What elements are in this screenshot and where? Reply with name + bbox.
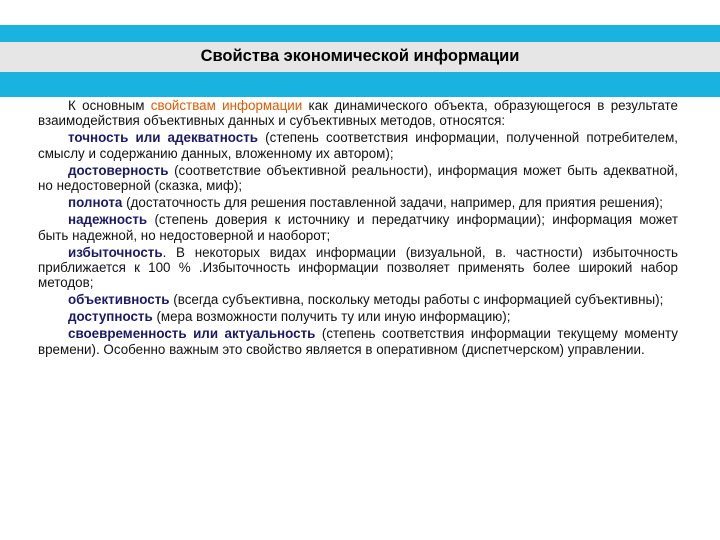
property-term: доступность	[68, 309, 153, 325]
property-term: объективность	[68, 292, 170, 308]
property-description: (соответствие объективной реальности), информация может быть адекватной, но недостоверной (сказка, миф);	[38, 162, 678, 194]
property-description: (мера возможности получить ту или иную информацию);	[152, 309, 511, 325]
property-accuracy	[38, 130, 678, 161]
intro-before: К основным	[68, 98, 151, 113]
slide-body	[38, 98, 678, 359]
property-term: точность или адекватность	[68, 130, 259, 146]
intro-after: как динамического объекта, образующегося в результате взаимодействия объективных данных и субъективных методов, относятся:	[38, 98, 678, 129]
property-description: (всегда субъективна, поскольку методы работы с информацией субъективны);	[169, 292, 664, 308]
property-description: (степень соответствия информации, полученной потребителем, смыслу и содержанию данных, вложенному их автором);	[38, 130, 678, 161]
property-completeness	[38, 195, 678, 210]
property-accessibility	[38, 309, 678, 324]
property-description: (степень доверия к источнику и передатчику информации); информация может быть надежной, но недостоверной и наоборот;	[38, 212, 678, 243]
property-term: полнота	[68, 195, 123, 211]
intro-highlight: свойствам информации	[150, 98, 303, 113]
property-description: (достаточность для решения поставленной задачи, например, для приятия решения);	[122, 195, 664, 211]
property-objectivity	[38, 292, 678, 307]
slide-title: Свойства экономической информации	[200, 47, 520, 65]
intro-paragraph	[38, 98, 678, 129]
property-reliability	[38, 163, 678, 194]
property-term: достоверность	[68, 162, 169, 178]
property-term: своевременность или актуальность	[68, 326, 316, 342]
property-dependability	[38, 212, 678, 243]
property-redundancy	[38, 245, 678, 291]
property-term: надежность	[68, 212, 148, 228]
property-description: . В некоторых видах информации (визуальной, в. частности) избыточность приближается к 100 % .Избыточность информации позволяет применять более широкий набор методов;	[38, 244, 678, 291]
property-term: избыточность	[68, 244, 163, 260]
property-timeliness	[38, 326, 678, 357]
property-description: (степень соответствия информации текущему моменту времени). Особенно важным это свойство является в оперативном (диспетчерском) управлении.	[38, 326, 678, 357]
